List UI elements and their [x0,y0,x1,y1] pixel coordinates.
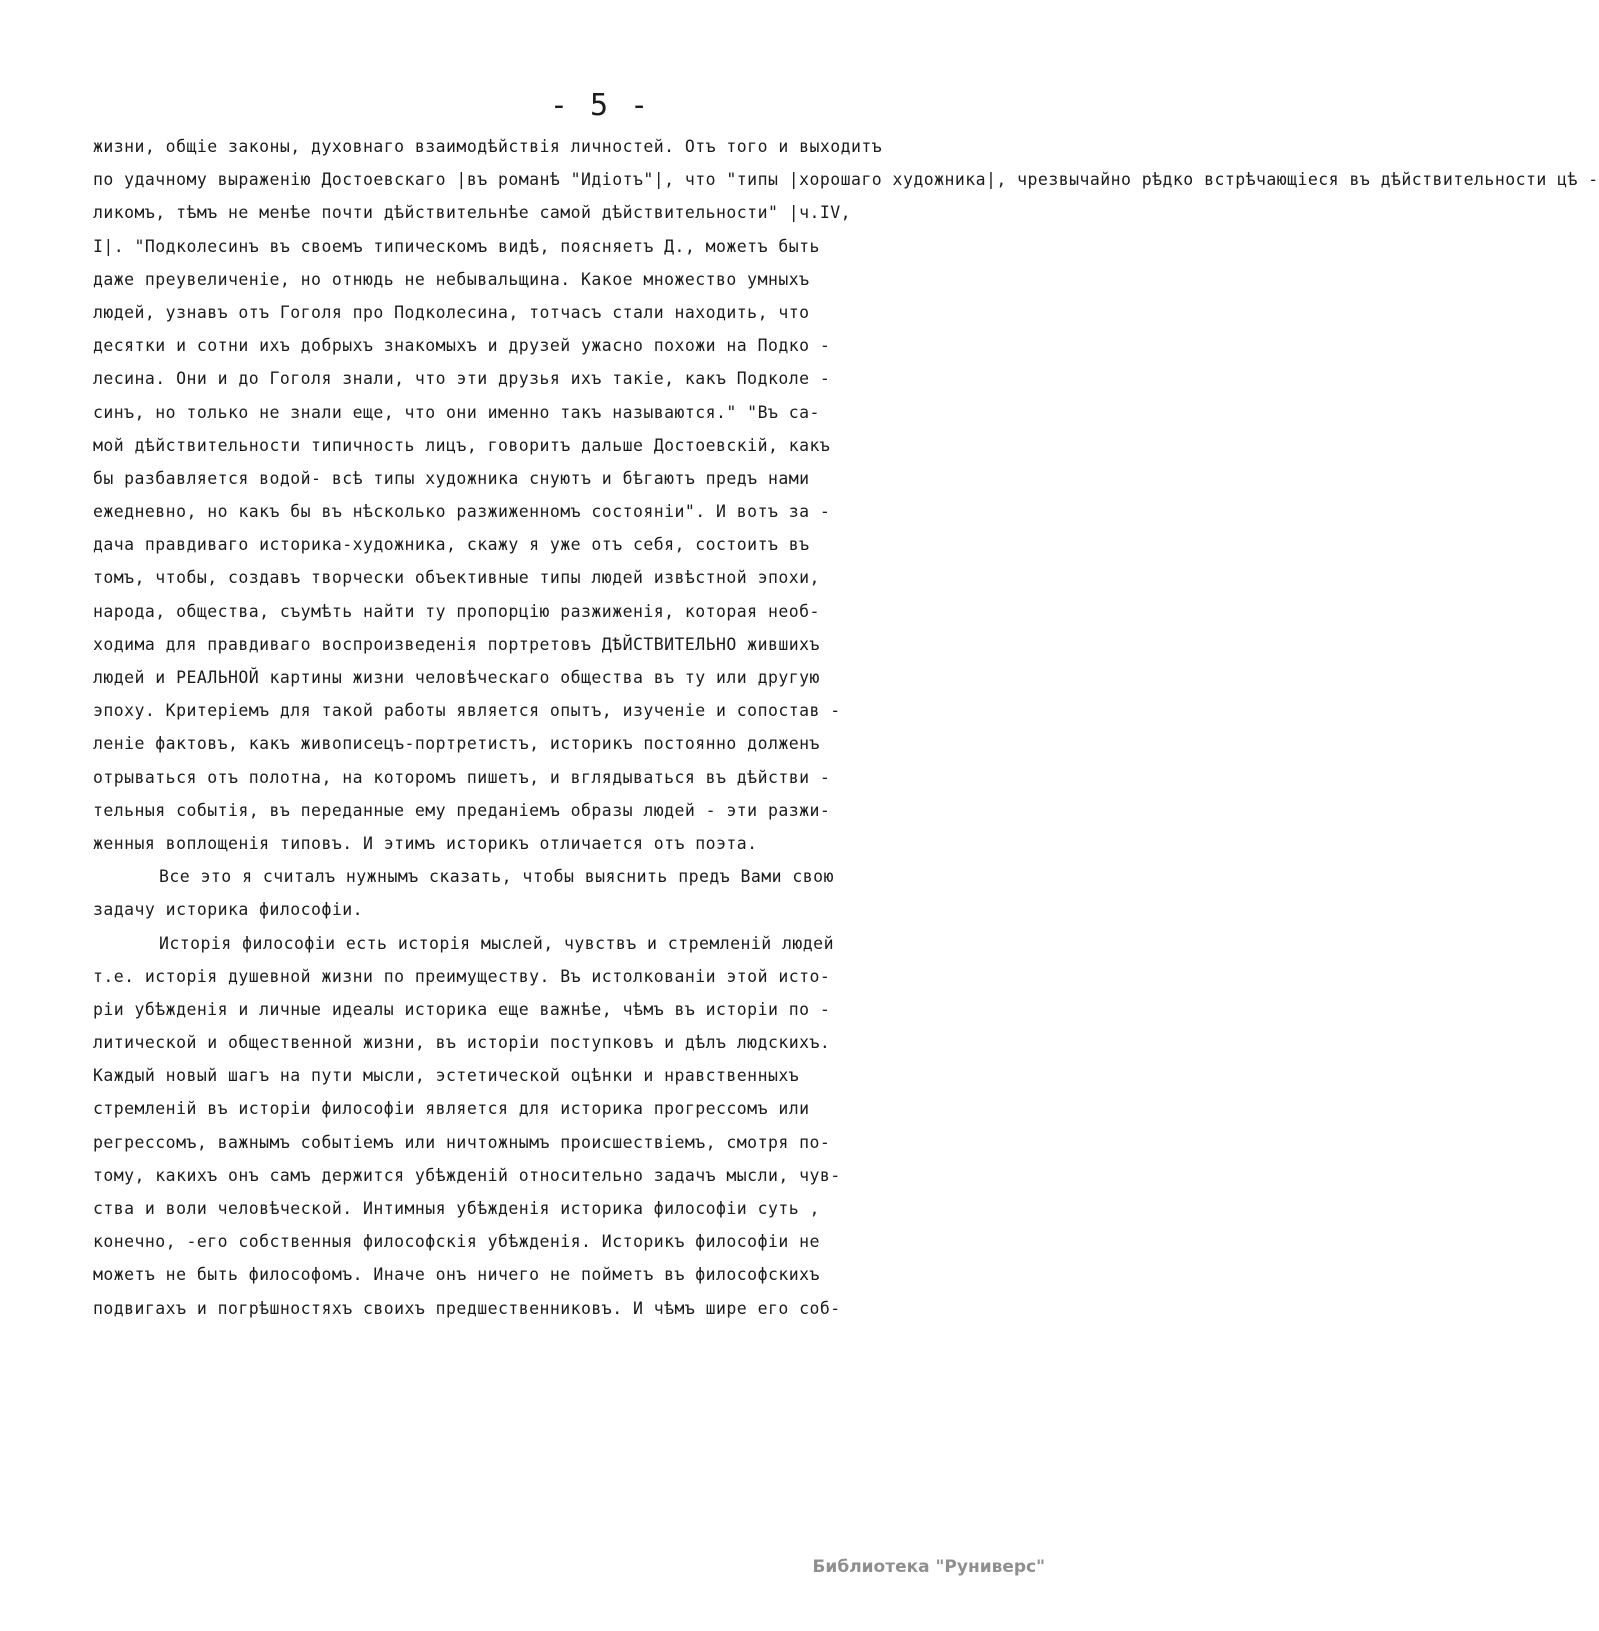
text-line: женныя воплощенія типовъ. И этимъ историкъ отличается отъ поэта. [93,833,758,853]
text-line: синъ, но только не знали еще, что они именно такъ называются." "Въ са- [93,402,820,422]
text-line: т.е. исторія душевной жизни по преимуществу. Въ истолкованіи этой исто- [93,966,831,986]
page-number: - 5 - [549,88,651,123]
text-line: народа, общества, съумѣть найти ту пропорцію разжиженія, которая необ- [93,601,820,621]
text-line: литической и общественной жизни, въ исторіи поступковъ и дѣлъ людскихъ. [93,1033,831,1053]
text-line: тому, какихъ онъ самъ держится убѣжденій относительно задачъ мысли, чув- [93,1165,841,1185]
body-text [93,130,1599,1325]
text-line: тельныя событія, въ переданные ему преданіемъ образы людей - эти разжи- [93,800,831,820]
text-line: регрессомъ, важнымъ событіемъ или ничтожнымъ происшествіемъ, смотря по- [93,1132,831,1152]
text-line: отрываться отъ полотна, на которомъ пишетъ, и вглядываться въ дѣйстви - [93,767,831,787]
text-line: ства и воли человѣческой. Интимныя убѣжденія историка философіи суть , [93,1199,820,1218]
text-line: I|. "Подколесинъ въ своемъ типическомъ видѣ, поясняетъ Д., можетъ быть [93,236,820,256]
text-line: задачу историка философіи. [93,900,363,920]
text-line: стремленій въ исторіи философіи является для историка прогрессомъ или [93,1099,810,1119]
text-line: бы разбавляется водой- всѣ типы художника снуютъ и бѣгаютъ предъ нами [93,468,810,488]
text-line: подвигахъ и погрѣшностяхъ своихъ предшественниковъ. И чѣмъ шире его соб- [93,1298,841,1318]
text-line: мой дѣйствительности типичность лицъ, говоритъ дальше Достоевскій, какъ [93,435,831,455]
text-line: можетъ не быть философомъ. Иначе онъ ничего не пойметъ въ философскихъ [93,1265,820,1285]
text-line: по удачному выраженію Достоевскаго |въ романѣ "Идіотъ"|, что "типы |хорошаго художника|, чрезвычайно рѣдко встрѣчающіеся въ дѣйствительности цѣ - [93,170,1599,190]
text-line: ріи убѣжденія и личные идеалы историка еще важнѣе, чѣмъ въ исторіи по - [93,999,831,1019]
text-line: конечно, -его собственныя философскія убѣжденія. Историкъ философіи не [93,1232,820,1252]
text-line: ежедневно, но какъ бы въ нѣсколько разжиженномъ состояніи". И вотъ за - [93,502,831,522]
text-line: лесина. Они и до Гоголя знали, что эти друзья ихъ такіе, какъ Подколе - [93,369,831,389]
text-line: десятки и сотни ихъ добрыхъ знакомыхъ и друзей ужасно похожи на Подко - [93,336,831,356]
text-line: томъ, чтобы, создавъ творчески объективные типы людей извѣстной эпохи, [93,568,820,588]
text-line: ходима для правдиваго воспроизведенія портретовъ ДѢЙСТВИТЕЛЬНО жившихъ [93,634,820,654]
text-line: даже преувеличеніе, но отнюдь не небывальщина. Какое множество умныхъ [93,269,810,289]
text-line: дача правдиваго историка-художника, скажу я уже отъ себя, состоитъ въ [93,535,810,555]
text-line: леніе фактовъ, какъ живописецъ-портретистъ, историкъ постоянно долженъ [93,734,820,754]
text-line: ликомъ, тѣмъ не менѣе почти дѣйствительнѣе самой дѣйствительности" |ч.IV, [93,203,852,223]
text-line: Исторія философіи есть исторія мыслей, чувствъ и стремленій людей [159,933,834,953]
text-line: Каждый новый шагъ на пути мысли, эстетической оцѣнки и нравственныхъ [93,1066,800,1086]
text-line: эпоху. Критеріемъ для такой работы является опытъ, изученіе и сопостав - [93,701,841,721]
text-line: людей и РЕАЛЬНОЙ картины жизни человѣческаго общества въ ту или другую [93,668,820,687]
text-line: Все это я считалъ нужнымъ сказать, чтобы выяснить предъ Вами свою [159,867,834,887]
text-line: жизни, общіе законы, духовнаго взаимодѣйствія личностей. Отъ того и выходитъ [93,137,883,156]
text-line: людей, узнавъ отъ Гоголя про Подколесина, тотчасъ стали находить, что [93,302,810,322]
library-watermark: Библиотека "Руниверс" [812,1557,1045,1577]
